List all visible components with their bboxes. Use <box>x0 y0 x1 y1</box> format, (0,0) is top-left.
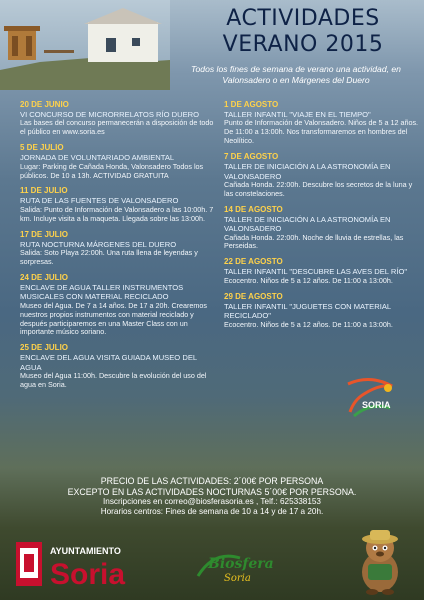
ayuntamiento-soria-logo <box>14 540 164 590</box>
event-date: 14 DE AGOSTO <box>224 204 283 214</box>
event-item <box>224 257 420 285</box>
event-desc: Salida: Soto Playa 22:00h. Una ruta llena de leyendas y sorpresas. <box>20 248 198 266</box>
event-item <box>20 343 216 390</box>
event-desc: Museo del Agua. De 7 a 14 años. De 17 a 20h. Crearemos nuestros propios instrumentos con material reciclado y después participaremos en una Master Class con un importante músico soriano. <box>20 300 207 337</box>
event-date: 24 DE JULIO <box>20 272 69 282</box>
event-item <box>20 230 216 267</box>
event-name: RUTA NOCTURNA MÁRGENES DEL DUERO <box>20 239 177 249</box>
event-item <box>224 100 420 146</box>
event-date: 29 DE AGOSTO <box>224 291 283 301</box>
event-desc: Museo del Agua 11:00h. Descubre la evolución del uso del agua en Soria. <box>20 371 207 390</box>
soria-rio-logo <box>340 372 404 432</box>
event-name: TALLER DE INICIACIÓN A LA ASTRONOMÍA EN VALONSADERO <box>224 162 391 181</box>
event-item <box>20 143 216 180</box>
event-date: 1 DE AGOSTO <box>224 100 279 109</box>
page-title <box>190 6 416 58</box>
price-line-1: PRECIO DE LAS ACTIVIDADES: 2´00€ POR PERSONA <box>100 476 324 486</box>
left-events-column <box>20 100 216 396</box>
soria-text: Soria <box>50 558 126 590</box>
biosfera-logo <box>194 548 284 584</box>
event-item <box>224 152 420 199</box>
biosfera-sub-text: Soria <box>224 573 251 584</box>
event-item <box>20 100 216 137</box>
event-desc: Ecocentro. Niños de 5 a 12 años. De 11:00 a 13:00h. <box>224 275 393 285</box>
event-name: TALLER DE INICIACIÓN A LA ASTRONOMÍA EN VALONSADERO <box>224 214 391 234</box>
event-desc: Salida: Punto de Información de Valonsadero a las 10:00h. 7 km. Incluye visita a la maqueta. Llegada sobre las 13:00h. <box>20 204 214 223</box>
contact-line-2: Horarios centros: Fines de semana de 10 a 14 y de 17 a 20h. <box>100 507 324 516</box>
event-date: 22 DE AGOSTO <box>224 257 283 267</box>
event-desc: Las bases del concurso permanecerán a disposición de todo el público en www.soria.es <box>20 118 214 137</box>
event-name: TALLER INFANTIL "VIAJE EN EL TIEMPO" <box>224 110 371 119</box>
title-line-1: ACTIVIDADES <box>226 6 380 31</box>
event-date: 17 DE JULIO <box>20 229 69 239</box>
price-line-2: EXCEPTO EN LAS ACTIVIDADES NOCTURNAS 5´00€ POR PERSONA. <box>67 486 357 497</box>
event-desc: Lugar: Parking de Cañada Honda, Valonsadero Todos los públicos. De 10 a 13h. ACTIVIDAD GRATUITA <box>20 161 204 180</box>
contact-line-1: Inscripciones en correo@biosferasoria.es , Telf.: 625338153 <box>103 497 321 506</box>
event-name: VI CONCURSO DE MICRORRELATOS RÍO DUERO <box>20 110 200 119</box>
event-item <box>224 205 420 252</box>
event-desc: Cañada Honda. 22:00h. Descubre los secretos de la luna y las constelaciones. <box>224 179 413 198</box>
title-line-2: VERANO 2015 <box>222 32 384 57</box>
event-name: JORNADA DE VOLUNTARIADO AMBIENTAL <box>20 153 175 163</box>
event-name: ENCLAVE DE AGUA TALLER INSTRUMENTOS MUSICALES CON MATERIAL RECICLADO <box>20 282 184 302</box>
event-desc: Cañada Honda. 22:00h. Noche de lluvia de estrellas, las Perseidas. <box>224 232 404 251</box>
event-date: 11 DE JULIO <box>20 186 68 196</box>
event-item <box>20 186 216 223</box>
mascot-illustration <box>350 528 410 596</box>
event-name: TALLER INFANTIL "JUGUETES CON MATERIAL RECICLADO" <box>224 301 391 321</box>
hero-photo <box>0 0 170 90</box>
event-date: 20 DE JUNIO <box>20 100 69 109</box>
right-events-column <box>224 100 420 335</box>
event-date: 7 DE AGOSTO <box>224 152 279 162</box>
event-name: RUTA DE LAS FUENTES DE VALONSADERO <box>20 196 179 206</box>
event-item <box>224 292 420 330</box>
event-desc: Ecocentro. Niños de 5 a 12 años. De 11:00 a 13:00h. <box>224 319 393 329</box>
event-desc: Punto de Información de Valonsadero. Niños de 5 a 12 años. De 11:00 a 13:00h. Nos transformaremos en hombres del Neolítico. <box>224 118 419 146</box>
ayuntamiento-text: AYUNTAMIENTO <box>50 546 121 556</box>
footer-info <box>60 476 364 517</box>
event-name: TALLER INFANTIL "DESCUBRE LAS AVES DEL RÍO" <box>224 267 408 277</box>
biosfera-text: Biosfera <box>208 556 274 572</box>
event-date: 25 DE JULIO <box>20 343 69 353</box>
rio-logo-text: SORIA <box>362 400 391 410</box>
event-date: 5 DE JULIO <box>20 143 64 153</box>
event-name: ENCLAVE DEL AGUA VISITA GUIADA MUSEO DEL AGUA <box>20 353 197 372</box>
subtitle: Todos los fines de semana de verano una actividad, en Valonsadero o en Márgenes del Duero <box>191 64 401 85</box>
event-item <box>20 273 216 337</box>
